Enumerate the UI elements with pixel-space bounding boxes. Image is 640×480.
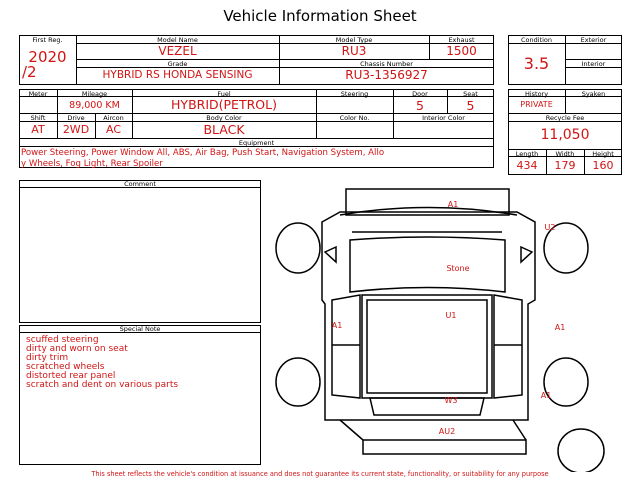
height-label: Height [592, 150, 614, 158]
body-color-value: BLACK [203, 122, 245, 137]
length-label: Length [515, 150, 539, 158]
exhaust-value: 1500 [446, 44, 477, 58]
car-damage-diagram [266, 180, 636, 472]
grade-label: Grade [167, 60, 188, 68]
mileage-value: 89,000 KM [69, 100, 120, 111]
mark-roof: U1 [445, 311, 457, 320]
wheel-rear-left [276, 358, 320, 406]
special-note-4: scratched wheels [26, 362, 105, 372]
rear-bumper [363, 440, 526, 454]
seat-label: Seat [463, 90, 478, 98]
shift-label: Shift [30, 114, 46, 122]
fuel-label: Fuel [217, 90, 231, 98]
mark-rear-bumper: AU2 [438, 427, 456, 436]
spare-wheel [558, 429, 604, 472]
special-note-2: dirty and worn on seat [26, 344, 128, 354]
special-note-5: distorted rear panel [26, 371, 116, 381]
mark-front: A1 [447, 200, 459, 209]
chassis-label: Chassis Number [360, 60, 413, 68]
width-value: 179 [554, 159, 576, 172]
equipment-label: Equipment [238, 139, 275, 147]
recycle-fee-label: Recycle Fee [545, 114, 585, 122]
model-name: VEZEL [158, 44, 197, 58]
sheet-title: Vehicle Information Sheet [223, 7, 417, 25]
door-value: 5 [416, 98, 424, 113]
first-reg-month: /2 [22, 63, 37, 81]
mark-left-side: A1 [331, 321, 343, 330]
drive-label: Drive [67, 114, 85, 122]
car-body-outline [322, 212, 535, 420]
drive-value: 2WD [62, 123, 90, 136]
history-label: History [524, 90, 549, 98]
special-note-1: scuffed steering [26, 335, 99, 345]
meter-label: Meter [28, 90, 48, 98]
syaken-label: Syaken [581, 90, 606, 98]
aircon-value: AC [105, 123, 121, 136]
first-reg-label: First Reg. [32, 36, 63, 44]
model-type-label: Model Type [335, 36, 373, 44]
mark-hood: Stone [446, 264, 470, 273]
body-color-label: Body Color [206, 114, 242, 122]
model-name-label: Model Name [157, 36, 198, 44]
rear-hatch [370, 398, 484, 415]
shift-value: AT [31, 123, 45, 136]
mark-rear-door: W3 [444, 396, 458, 405]
equipment-line-1: Power Steering, Power Window All, ABS, Air Bag, Push Start, Navigation System, Allo [21, 148, 385, 158]
exterior-label: Exterior [580, 36, 607, 44]
aircon-label: Aircon [103, 114, 124, 122]
first-reg-year: 2020 [28, 48, 67, 66]
grade-value: HYBRID RS HONDA SENSING [102, 69, 253, 81]
height-value: 160 [592, 159, 614, 172]
recycle-fee-value: 11,050 [540, 127, 590, 143]
exhaust-label: Exhaust [448, 36, 475, 44]
equipment-line-2: y Wheels, Fog Light, Rear Spoiler [21, 159, 163, 169]
special-note-label: Special Note [119, 325, 161, 333]
condition-label: Condition [520, 36, 553, 44]
model-type: RU3 [341, 44, 367, 58]
disclaimer-footer: This sheet reflects the vehicle's condition at issuance and does not guarantee its current state, functionality, or suitability for any purpose [91, 470, 549, 478]
comment-box [19, 180, 261, 323]
wheel-front-left [276, 223, 320, 273]
comment-label: Comment [124, 180, 156, 188]
history-value: PRIVATE [520, 100, 553, 109]
steering-label: Steering [340, 90, 369, 98]
width-label: Width [555, 150, 575, 158]
mark-front-right: U2 [544, 223, 556, 232]
condition-score: 3.5 [523, 54, 550, 73]
left-door-windows [332, 295, 360, 398]
special-note-6: scratch and dent on various parts [26, 380, 179, 390]
color-no-label: Color No. [339, 114, 370, 122]
mark-right-side: A1 [554, 323, 566, 332]
mileage-label: Mileage [81, 90, 108, 98]
mark-rear-right: A1 [540, 391, 552, 400]
seat-value: 5 [466, 98, 475, 113]
interior-label: Interior [581, 60, 606, 68]
door-label: Door [412, 90, 428, 98]
chassis-number: RU3-1356927 [345, 68, 428, 82]
length-value: 434 [516, 159, 538, 172]
roof [362, 295, 492, 398]
right-door-windows [494, 295, 522, 398]
interior-color-label: Interior Color [422, 114, 465, 122]
fuel-value: HYBRID(PETROL) [171, 97, 277, 112]
hood [350, 237, 505, 292]
special-note-3: dirty trim [26, 353, 69, 363]
